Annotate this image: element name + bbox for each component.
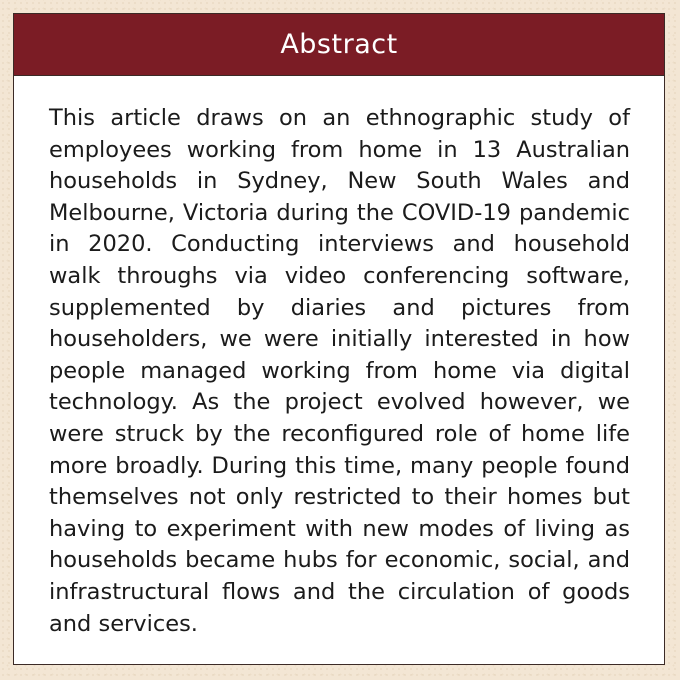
abstract-title: Abstract — [280, 29, 398, 60]
abstract-text: This article draws on an ethnographic study of employees working from home in 13 Australian households in Sydney, New South Wales and Melbourne, Victoria during the COVID-19 pandemic in 2020. Conducting interviews and household walk throughs via video conferencing software, supplemented by diaries and pictures from householders, we were initially interested in how people managed working from home via digital technology. As the project evolved however, we were struck by the reconfigured role of home life more broadly. During this time, many people found themselves not only restricted to their homes but having to experiment with new modes of living as households became hubs for economic, social, and infrastructural flows and the circulation of goods and services. — [49, 105, 630, 637]
abstract-header — [14, 14, 664, 76]
abstract-card — [13, 13, 665, 665]
abstract-body — [14, 76, 664, 640]
